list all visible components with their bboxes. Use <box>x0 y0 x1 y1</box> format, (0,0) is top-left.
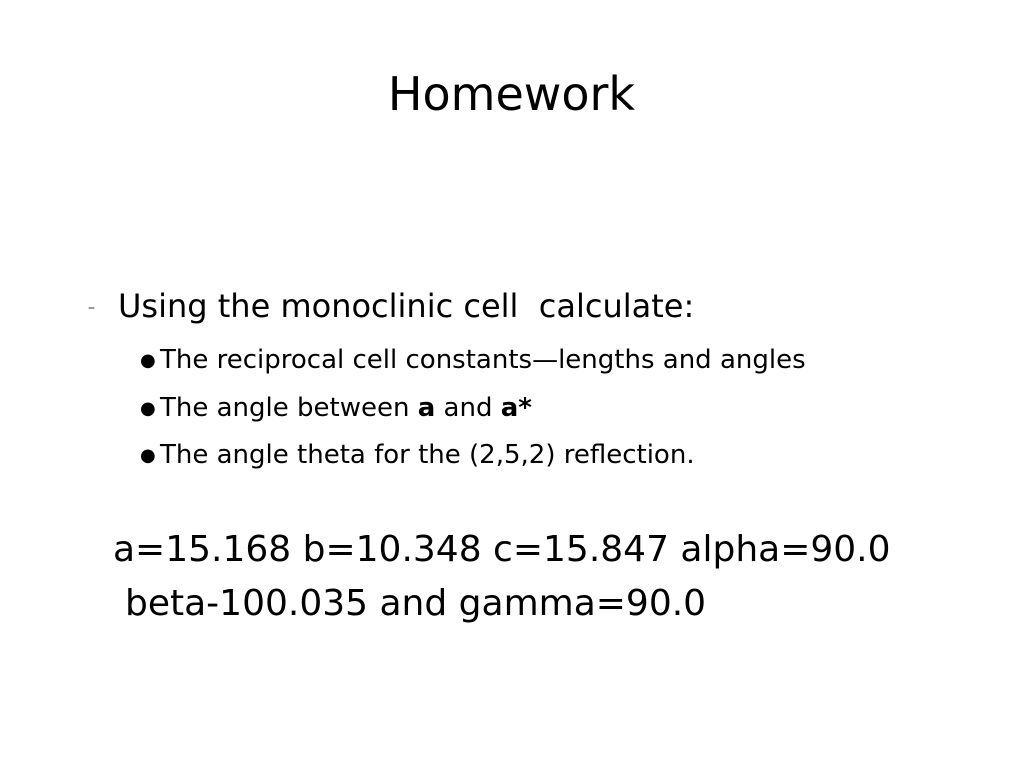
sub-list-item-3 <box>140 437 695 474</box>
vector-a-label: a <box>417 393 436 423</box>
dash-marker-icon: – <box>88 300 95 316</box>
slide-title: Homework <box>387 67 636 121</box>
bullet-icon: ● <box>140 444 156 466</box>
main-list-item <box>88 284 694 330</box>
sub-list-item-1-text: The reciprocal cell constants—lengths and angles <box>160 345 806 375</box>
vector-a-star-label: a* <box>500 393 532 423</box>
sub-list-item-2-text: The angle between <box>160 393 418 423</box>
sub-list-item-1 <box>140 342 806 379</box>
bullet-icon: ● <box>140 397 156 419</box>
main-list-item-text: Using the monoclinic cell calculate: <box>118 287 695 325</box>
sub-list-item-2-connector: and <box>435 393 501 423</box>
cell-parameters-line-1: a=15.168 b=10.348 c=15.847 alpha=90.0 <box>113 529 891 570</box>
bullet-icon: ● <box>140 349 156 371</box>
sub-list-item-3-text: The angle theta for the (2,5,2) reflection. <box>160 440 695 470</box>
cell-parameters-line-2: beta-100.035 and gamma=90.0 <box>125 583 707 624</box>
sub-list-item-2 <box>140 390 532 427</box>
